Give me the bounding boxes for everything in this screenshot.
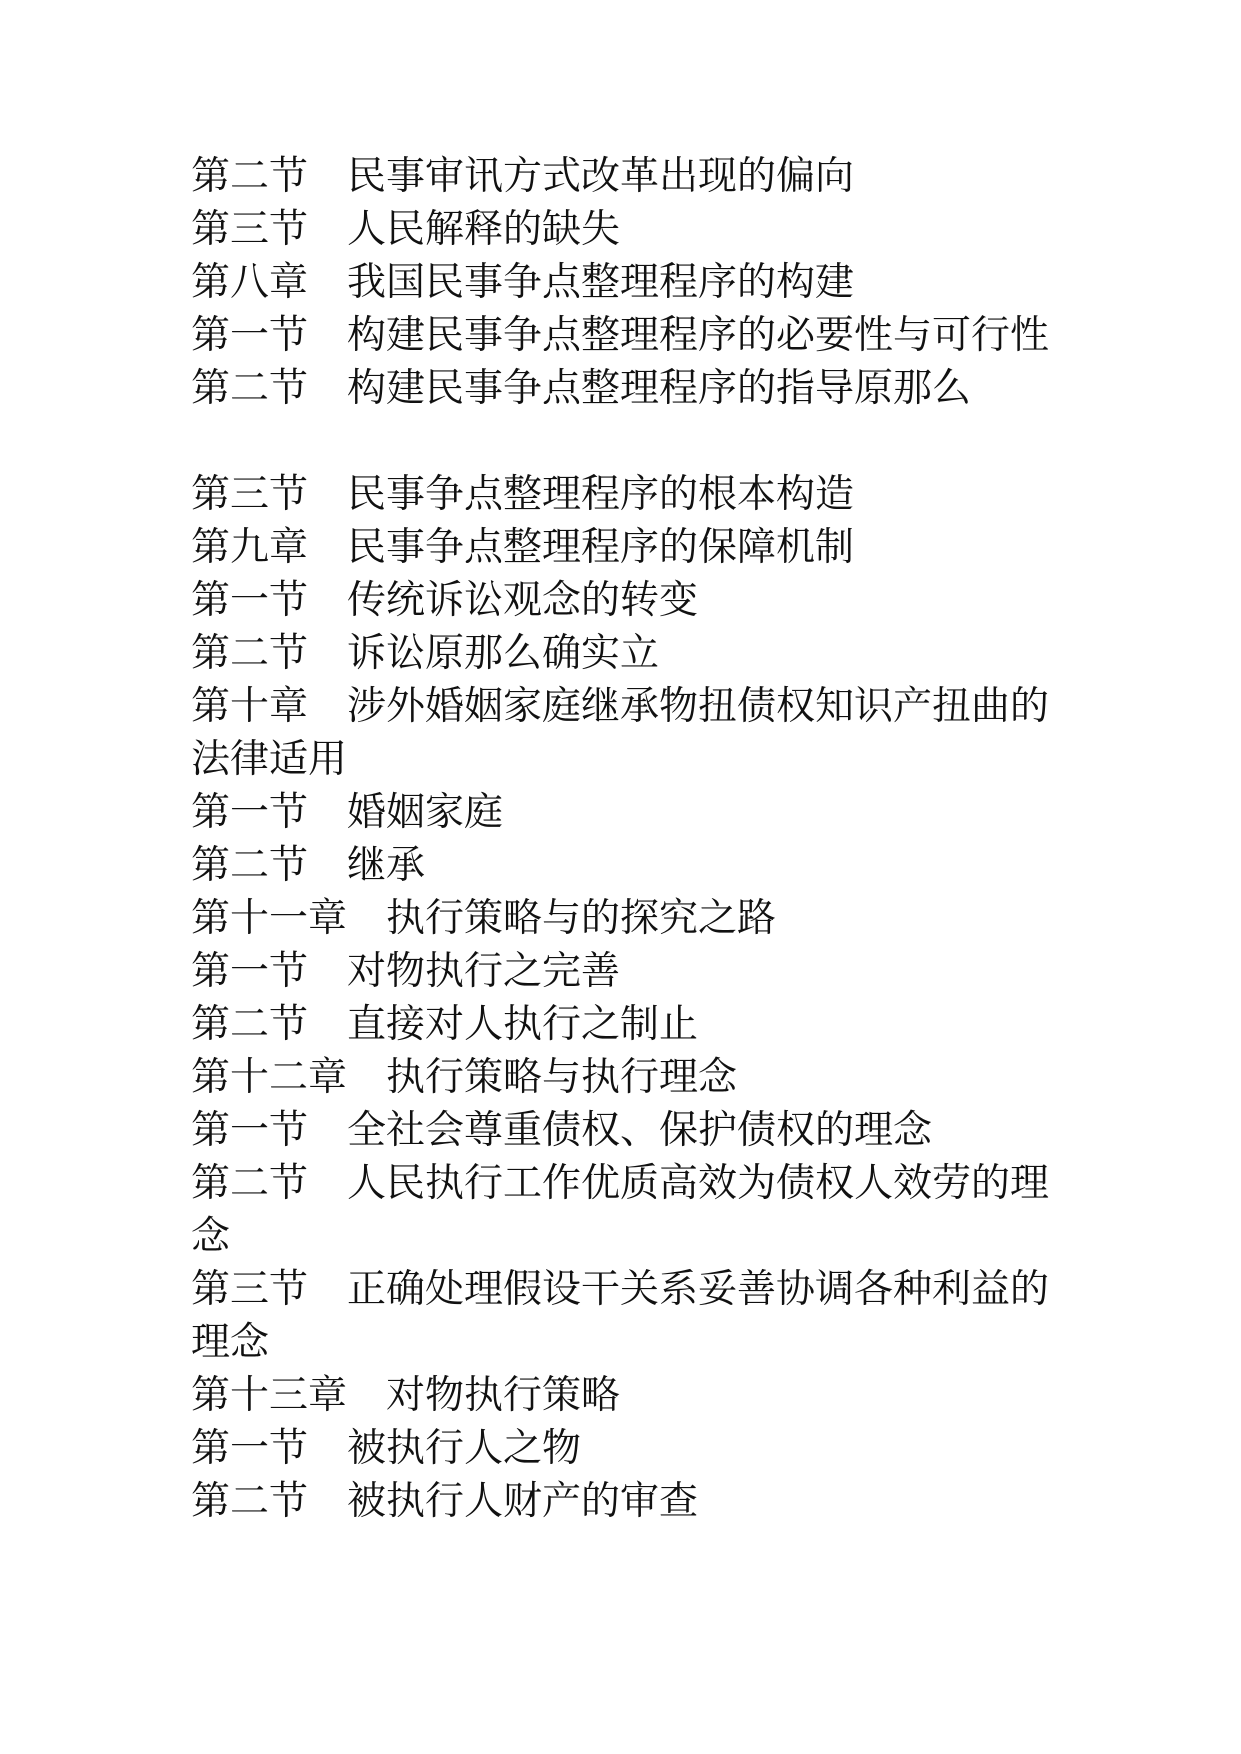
toc-line: 第三节 民事争点整理程序的根本构造 — [191, 472, 855, 517]
toc-line: 第二节 构建民事争点整理程序的指导原那么 — [191, 366, 972, 411]
blank-line — [191, 415, 1061, 468]
toc-line: 第二节 被执行人财产的审查 — [191, 1479, 699, 1524]
toc-line: 第一节 婚姻家庭 — [191, 790, 504, 835]
toc-line: 第十一章 执行策略与的探究之路 — [191, 896, 777, 941]
toc-line: 第一节 被执行人之物 — [191, 1426, 582, 1471]
toc-line: 第八章 我国民事争点整理程序的构建 — [191, 260, 855, 305]
toc-line: 第十三章 对物执行策略 — [191, 1373, 621, 1418]
toc-line: 第三节 正确处理假设干关系妥善协调各种利益的理念 — [191, 1267, 1050, 1365]
toc-line: 第二节 继承 — [191, 843, 426, 888]
toc-line: 第二节 直接对人执行之制止 — [191, 1002, 699, 1047]
toc-line: 第一节 构建民事争点整理程序的必要性与可行性 — [191, 313, 1050, 358]
toc-line: 第二节 诉讼原那么确实立 — [191, 631, 660, 676]
toc-line: 第三节 人民解释的缺失 — [191, 207, 621, 252]
toc-line: 第一节 全社会尊重债权、保护债权的理念 — [191, 1108, 933, 1153]
toc-line: 第一节 对物执行之完善 — [191, 949, 621, 994]
toc-line: 第一节 传统诉讼观念的转变 — [191, 578, 699, 623]
toc-line: 第二节 人民执行工作优质高效为债权人效劳的理念 — [191, 1161, 1050, 1259]
toc-line: 第十章 涉外婚姻家庭继承物扭债权知识产扭曲的法律适用 — [191, 684, 1050, 782]
toc-line: 第二节 民事审讯方式改革出现的偏向 — [191, 154, 855, 199]
toc-line: 第十二章 执行策略与执行理念 — [191, 1055, 738, 1100]
toc-line: 第九章 民事争点整理程序的保障机制 — [191, 525, 855, 570]
table-of-contents — [191, 150, 1061, 1528]
